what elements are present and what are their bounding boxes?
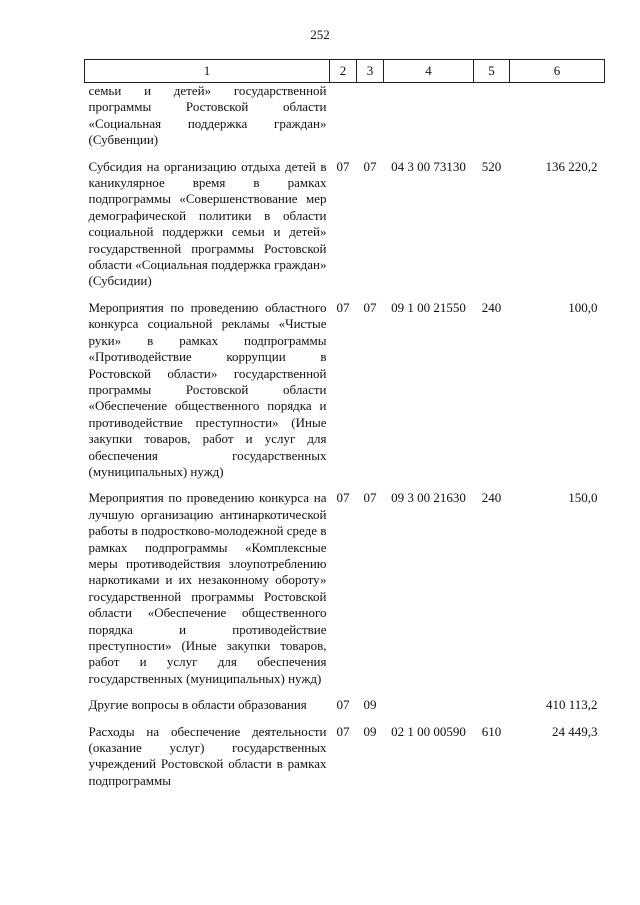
- table-row: [85, 697, 605, 723]
- row-subsection: 09: [363, 697, 377, 713]
- row-subsection: 07: [363, 490, 377, 506]
- row-expense-type: [474, 697, 510, 723]
- row-description: Субсидия на организацию отдыха детей в каникулярное время в рамках подпрограммы «Совершенствование мер демографической политики в области социальной поддержки семьи и детей» государственной программы Ростовской области «Социальная поддержка граждан» (Субсидии): [88, 158, 327, 289]
- table-row: [85, 83, 605, 159]
- row-description: Мероприятия по проведению конкурса на лучшую организацию антинаркотической работы в подростково-молодежной среде в рамках подпрограммы «Комплексные меры противодействия злоупотреблению наркотиками и их незаконному обороту» государственной программы Ростовской области «Обеспечение общественного порядка и противодействие преступности» (Иные закупки товаров, работ и услуг для обеспечения государственных (муниципальных) нужд): [88, 490, 327, 686]
- row-section: [330, 83, 357, 159]
- table-row: [85, 724, 605, 800]
- row-subsection: 09: [363, 723, 377, 739]
- row-target-article: 09 3 00 21630: [391, 490, 466, 506]
- row-target-article: [384, 697, 474, 723]
- column-header: 1: [85, 60, 330, 83]
- column-header: 5: [474, 60, 510, 83]
- row-section: 07: [336, 490, 350, 506]
- table-row: [85, 300, 605, 490]
- row-target-article: 09 1 00 21550: [391, 299, 466, 315]
- row-section: 07: [336, 299, 350, 315]
- table-row: [85, 490, 605, 697]
- row-section: 07: [336, 158, 350, 174]
- row-description: Мероприятия по проведению областного конкурса социальной рекламы «Чистые руки» в рамках подпрограммы «Противодействие коррупции в Ростовской области» государственной программы Ростовской области «Обеспечение общественного порядка и противодействие преступности» (Иные закупки товаров, работ и услуг для обеспечения государственных (муниципальных) нужд): [88, 299, 327, 479]
- page-number: 252: [310, 27, 330, 42]
- column-header: 6: [510, 60, 605, 83]
- column-header: 2: [330, 60, 357, 83]
- row-expense-type: 240: [481, 490, 502, 506]
- row-expense-type: [474, 83, 510, 159]
- row-description: Другие вопросы в области образования: [88, 697, 307, 713]
- row-amount: 136 220,2: [545, 158, 598, 174]
- row-target-article: [384, 83, 474, 159]
- row-subsection: 07: [363, 299, 377, 315]
- row-expense-type: 610: [481, 723, 502, 739]
- table-header-row: [85, 60, 605, 83]
- row-amount: [510, 83, 605, 159]
- row-description: семьи и детей» государственной программы Ростовской области «Социальная поддержка граждан» (Субвенции): [88, 83, 327, 148]
- budget-table: [84, 59, 605, 799]
- row-amount: 410 113,2: [545, 697, 598, 713]
- row-amount: 100,0: [568, 299, 598, 315]
- column-header: 3: [357, 60, 384, 83]
- row-section: 07: [336, 723, 350, 739]
- row-subsection: [357, 83, 384, 159]
- column-header: 4: [384, 60, 474, 83]
- row-expense-type: 520: [481, 158, 502, 174]
- row-expense-type: 240: [481, 299, 502, 315]
- row-amount: 24 449,3: [552, 723, 598, 739]
- row-amount: 150,0: [568, 490, 598, 506]
- row-description: Расходы на обеспечение деятельности (оказание услуг) государственных учреждений Ростовской области в рамках подпрограммы: [88, 723, 327, 788]
- row-section: 07: [336, 697, 350, 713]
- row-target-article: 02 1 00 00590: [391, 723, 466, 739]
- row-target-article: 04 3 00 73130: [391, 158, 466, 174]
- row-subsection: 07: [363, 158, 377, 174]
- table-row: [85, 159, 605, 300]
